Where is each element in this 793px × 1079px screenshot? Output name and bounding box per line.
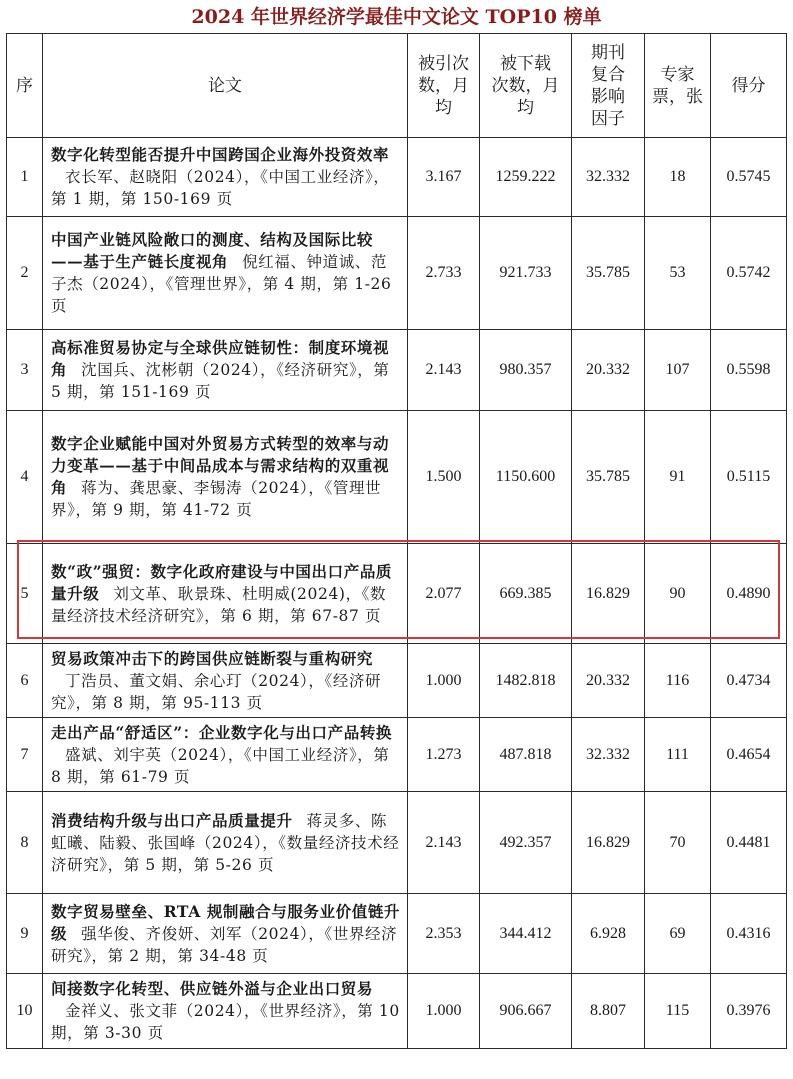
row-citations: 3.167 bbox=[408, 138, 480, 217]
row-impact-factor: 35.785 bbox=[572, 217, 645, 330]
row-downloads: 921.733 bbox=[480, 217, 572, 330]
paper-reference: 蒋灵多、陈虹曦、陆毅、张国峰（2024），《数量经济技术经济研究》，第 5 期，第 5-26 页 bbox=[51, 811, 400, 874]
row-expert-votes: 69 bbox=[645, 894, 711, 974]
row-paper bbox=[43, 544, 408, 644]
row-score: 0.4654 bbox=[711, 718, 787, 792]
table-row bbox=[7, 974, 787, 1049]
row-seq: 10 bbox=[7, 974, 43, 1049]
row-citations: 2.143 bbox=[408, 330, 480, 411]
row-downloads: 487.818 bbox=[480, 718, 572, 792]
row-paper bbox=[43, 138, 408, 217]
header-impact-factor: 期刊 复合 影响 因子 bbox=[572, 34, 645, 138]
row-downloads: 1482.818 bbox=[480, 644, 572, 718]
row-score: 0.5115 bbox=[711, 411, 787, 544]
header-downloads: 被下载 次数，月 均 bbox=[480, 34, 572, 138]
table-row bbox=[7, 217, 787, 330]
row-citations: 1.000 bbox=[408, 644, 480, 718]
paper-title: 数“政”强贸：数字化政府建设与中国出口产品质量升级 bbox=[51, 561, 393, 603]
paper-title: 间接数字化转型、供应链外溢与企业出口贸易 bbox=[51, 979, 374, 998]
row-score: 0.4316 bbox=[711, 894, 787, 974]
row-downloads: 1150.600 bbox=[480, 411, 572, 544]
row-score: 0.5742 bbox=[711, 217, 787, 330]
row-expert-votes: 70 bbox=[645, 792, 711, 894]
paper-title: 中国产业链风险敞口的测度、结构及国际比较——基于生产链长度视角 bbox=[51, 230, 374, 271]
row-paper bbox=[43, 974, 408, 1049]
paper-reference: 强华俊、齐俊妍、刘军（2024），《世界经济研究》，第 2 期，第 34-48 页 bbox=[51, 924, 398, 965]
row-seq: 9 bbox=[7, 894, 43, 974]
paper-title: 高标准贸易协定与全球供应链韧性：制度环境视角 bbox=[51, 338, 390, 379]
row-expert-votes: 53 bbox=[645, 217, 711, 330]
row-paper bbox=[43, 644, 408, 718]
row-citations: 2.353 bbox=[408, 894, 480, 974]
header-score: 得分 bbox=[711, 34, 787, 138]
paper-reference: 盛斌、刘宇英（2024），《中国工业经济》，第 8 期，第 61-79 页 bbox=[51, 745, 390, 786]
row-score: 0.4481 bbox=[711, 792, 787, 894]
row-citations: 2.077 bbox=[408, 544, 480, 644]
row-seq: 2 bbox=[7, 217, 43, 330]
paper-reference: 蒋为、龚思豪、李锡涛（2024），《管理世界》，第 9 期，第 41-72 页 bbox=[51, 479, 382, 519]
row-impact-factor: 6.928 bbox=[572, 894, 645, 974]
table-row bbox=[7, 894, 787, 974]
row-impact-factor: 20.332 bbox=[572, 330, 645, 411]
paper-reference: 倪红福、钟道诚、范子杰（2024），《管理世界》，第 4 期，第 1-26 页 bbox=[51, 253, 392, 315]
header-seq: 序 bbox=[7, 34, 43, 138]
row-seq: 1 bbox=[7, 138, 43, 217]
row-expert-votes: 111 bbox=[645, 718, 711, 792]
page-title: 2024 年世界经济学最佳中文论文 TOP10 榜单 bbox=[191, 6, 602, 28]
row-downloads: 669.385 bbox=[480, 544, 572, 644]
header-citations: 被引次 数，月 均 bbox=[408, 34, 480, 138]
row-impact-factor: 8.807 bbox=[572, 974, 645, 1049]
table-row bbox=[7, 411, 787, 544]
row-impact-factor: 32.332 bbox=[572, 138, 645, 217]
ranking-table bbox=[6, 33, 787, 1049]
row-downloads: 492.357 bbox=[480, 792, 572, 894]
table-row bbox=[7, 330, 787, 411]
row-citations: 2.733 bbox=[408, 217, 480, 330]
row-citations: 2.143 bbox=[408, 792, 480, 894]
row-downloads: 344.412 bbox=[480, 894, 572, 974]
row-seq: 3 bbox=[7, 330, 43, 411]
paper-title: 数字企业赋能中国对外贸易方式转型的效率与动力变革——基于中间品成本与需求结构的双重视角 bbox=[51, 434, 390, 497]
paper-reference: 沈国兵、沈彬朝（2024），《经济研究》，第 5 期，第 151-169 页 bbox=[51, 361, 390, 401]
row-score: 0.5745 bbox=[711, 138, 787, 217]
row-seq: 4 bbox=[7, 411, 43, 544]
row-citations: 1.500 bbox=[408, 411, 480, 544]
header-row bbox=[7, 34, 787, 138]
row-expert-votes: 116 bbox=[645, 644, 711, 718]
header-expert-votes: 专家 票，张 bbox=[645, 34, 711, 138]
table-row bbox=[7, 644, 787, 718]
paper-reference: 刘文革、耿景珠、杜明威(2024)，《数量经济技术经济研究》，第 6 期，第 67-87 页 bbox=[51, 584, 387, 625]
row-expert-votes: 91 bbox=[645, 411, 711, 544]
paper-title: 消费结构升级与出口产品质量提升 bbox=[51, 810, 293, 830]
paper-reference: 丁浩员、董文娟、余心玎（2024），《经济研究》，第 8 期，第 95-113 页 bbox=[51, 671, 382, 712]
paper-title: 数字化转型能否提升中国跨国企业海外投资效率 bbox=[51, 145, 390, 164]
row-paper bbox=[43, 718, 408, 792]
row-citations: 1.000 bbox=[408, 974, 480, 1049]
row-citations: 1.273 bbox=[408, 718, 480, 792]
row-impact-factor: 20.332 bbox=[572, 644, 645, 718]
row-paper bbox=[43, 217, 408, 330]
row-seq: 8 bbox=[7, 792, 43, 894]
row-expert-votes: 115 bbox=[645, 974, 711, 1049]
row-paper bbox=[43, 330, 408, 411]
row-paper bbox=[43, 894, 408, 974]
row-impact-factor: 35.785 bbox=[572, 411, 645, 544]
row-impact-factor: 16.829 bbox=[572, 792, 645, 894]
row-downloads: 906.667 bbox=[480, 974, 572, 1049]
table-row bbox=[7, 718, 787, 792]
row-impact-factor: 16.829 bbox=[572, 544, 645, 644]
row-paper bbox=[43, 411, 408, 544]
table-row bbox=[7, 792, 787, 894]
row-score: 0.4890 bbox=[711, 544, 787, 644]
paper-reference: 金祥义、张文菲（2024），《世界经济》，第 10 期，第 3-30 页 bbox=[51, 1002, 400, 1042]
row-score: 0.3976 bbox=[711, 974, 787, 1049]
paper-title: 数字贸易壁垒、RTA 规制融合与服务业价值链升级 bbox=[51, 901, 401, 943]
paper-reference: 衣长军、赵晓阳（2024），《中国工业经济》，第 1 期，第 150-169 页 bbox=[51, 168, 390, 208]
row-expert-votes: 18 bbox=[645, 138, 711, 217]
paper-title: 贸易政策冲击下的跨国供应链断裂与重构研究 bbox=[51, 648, 374, 668]
table-row bbox=[7, 138, 787, 217]
row-score: 0.4734 bbox=[711, 644, 787, 718]
row-paper bbox=[43, 792, 408, 894]
row-seq: 7 bbox=[7, 718, 43, 792]
paper-title: 走出产品“舒适区”：企业数字化与出口产品转换 bbox=[51, 722, 393, 742]
row-downloads: 1259.222 bbox=[480, 138, 572, 217]
row-score: 0.5598 bbox=[711, 330, 787, 411]
row-impact-factor: 32.332 bbox=[572, 718, 645, 792]
row-downloads: 980.357 bbox=[480, 330, 572, 411]
row-seq: 5 bbox=[7, 544, 43, 644]
table-row bbox=[7, 544, 787, 644]
row-expert-votes: 90 bbox=[645, 544, 711, 644]
header-paper: 论文 bbox=[43, 34, 408, 138]
row-seq: 6 bbox=[7, 644, 43, 718]
row-expert-votes: 107 bbox=[645, 330, 711, 411]
